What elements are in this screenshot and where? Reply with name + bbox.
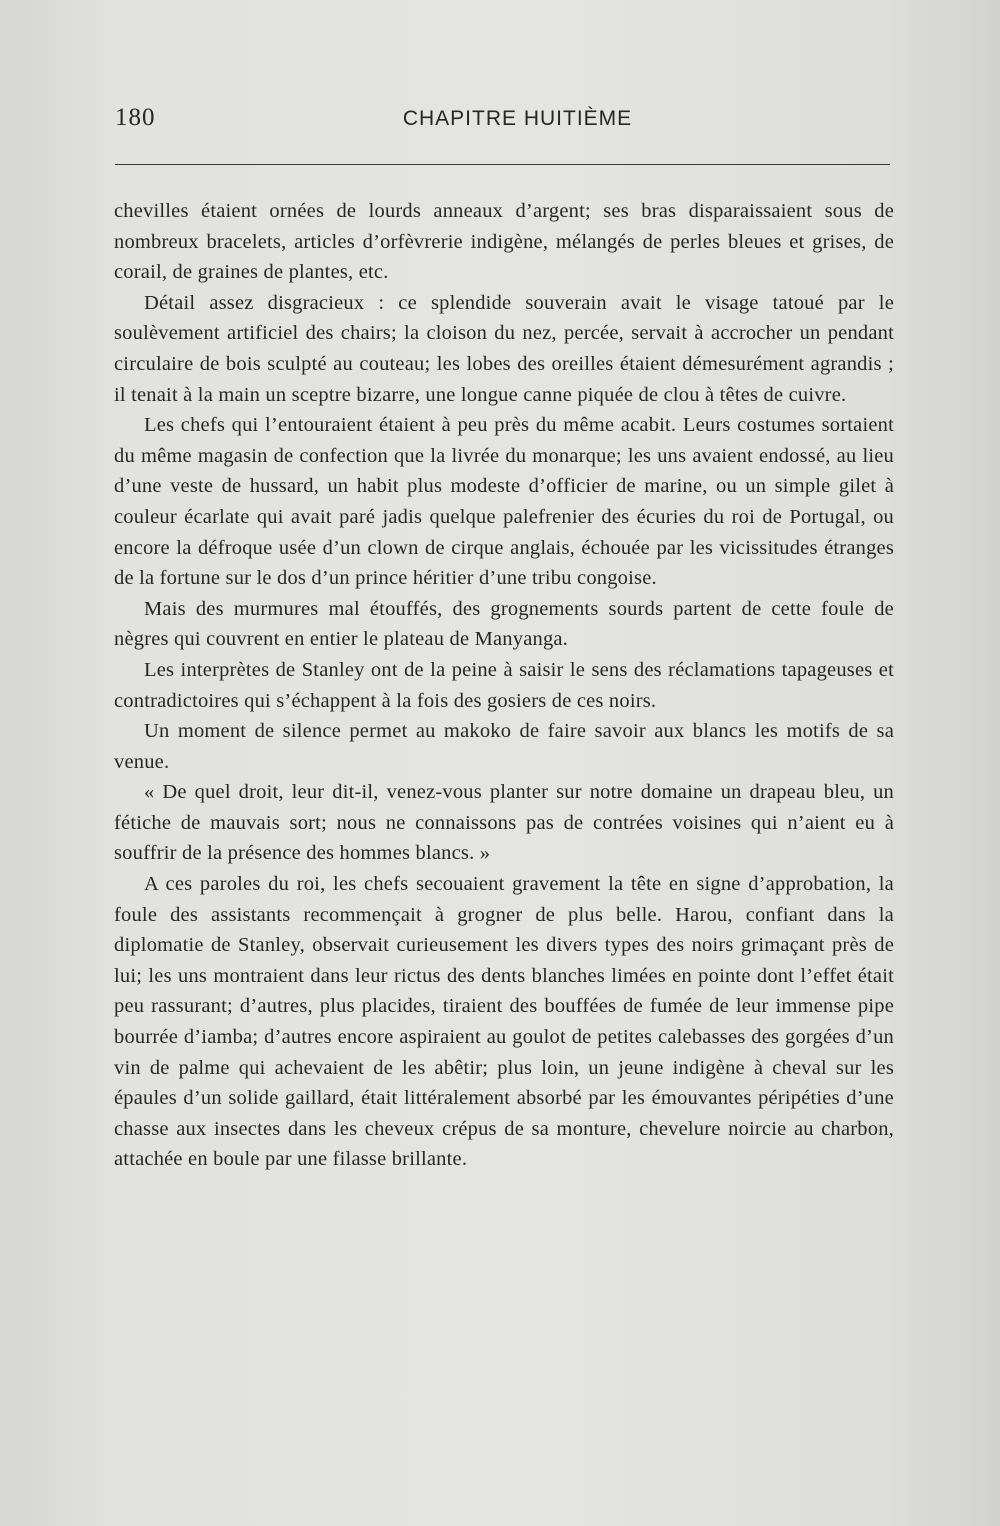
paragraph: A ces paroles du roi, les chefs secouaient gravement la tête en signe d’approbation, la foule des assistants recommençait à grogner de plus belle. Harou, confiant dans la diplomatie de Stanley, observait curieusement les divers types des noirs grimaçant près de lui; les uns montraient dans leur rictus des dents blanches limées en pointe dont l’effet était peu rassurant; d’autres, plus placides, tiraient des bouffées de fumée de leur immense pipe bourrée d’iamba; d’autres encore aspiraient au goulot de petites calebasses des gorgées d’un vin de palme qui achevaient de les abêtir; plus loin, un jeune indigène à cheval sur les épaules d’un solide gaillard, était littéralement absorbé par les émouvantes péripéties d’une chasse aux insectes dans les cheveux crépus de sa monture, chevelure noircie au charbon, attachée en boule par une filasse brillante. — [114, 873, 894, 1171]
running-title: CHAPITRE HUITIÈME — [402, 107, 633, 130]
body-text — [114, 196, 894, 1175]
paragraph: chevilles étaient ornées de lourds anneaux d’argent; ses bras disparaissaient sous de nombreux bracelets, articles d’orfèvrerie indigène, mélangés de perles bleues et grises, de corail, de graines de plantes, etc. — [114, 200, 894, 284]
paragraph: « De quel droit, leur dit-il, venez-vous planter sur notre domaine un drapeau bleu, un fétiche de mauvais sort; nous ne connaissons pas de contrées voisines qui n’aient eu à souffrir de la présence des hommes blancs. » — [114, 781, 894, 865]
header-rule — [115, 164, 890, 165]
paragraph: Mais des murmures mal étouffés, des grognements sourds partent de cette foule de nègres qui couvrent en entier le plateau de Manyanga. — [114, 597, 894, 651]
paragraph: Les interprètes de Stanley ont de la peine à saisir le sens des réclamations tapageuses et contradictoires qui s’échappent à la fois des gosiers de ces noirs. — [114, 658, 894, 712]
paragraph: Les chefs qui l’entouraient étaient à peu près du même acabit. Leurs costumes sortaient du même magasin de confection que la livrée du monarque; les uns avaient endossé, au lieu d’une veste de hussard, un habit plus modeste d’officier de marine, ou un simple gilet à couleur écarlate qui avait paré jadis quelque palefrenier des écuries du roi de Portugal, ou encore la défroque usée d’un clown de cirque anglais, échouée par les vicissitudes étranges de la fortune sur le dos d’un prince héritier d’une tribu congoise. — [114, 414, 894, 590]
page-number: 180 — [115, 104, 156, 131]
paragraph: Détail assez disgracieux : ce splendide souverain avait le visage tatoué par le soulèvement artificiel des chairs; la cloison du nez, percée, servait à accrocher un pendant circulaire de bois sculpté au couteau; les lobes des oreilles étaient démesurément agrandis ; il tenait à la main un sceptre bizarre, une longue canne piquée de clou à têtes de cuivre. — [114, 291, 894, 406]
paragraph: Un moment de silence permet au makoko de faire savoir aux blancs les motifs de sa venue. — [114, 720, 894, 773]
page-header — [115, 104, 890, 140]
